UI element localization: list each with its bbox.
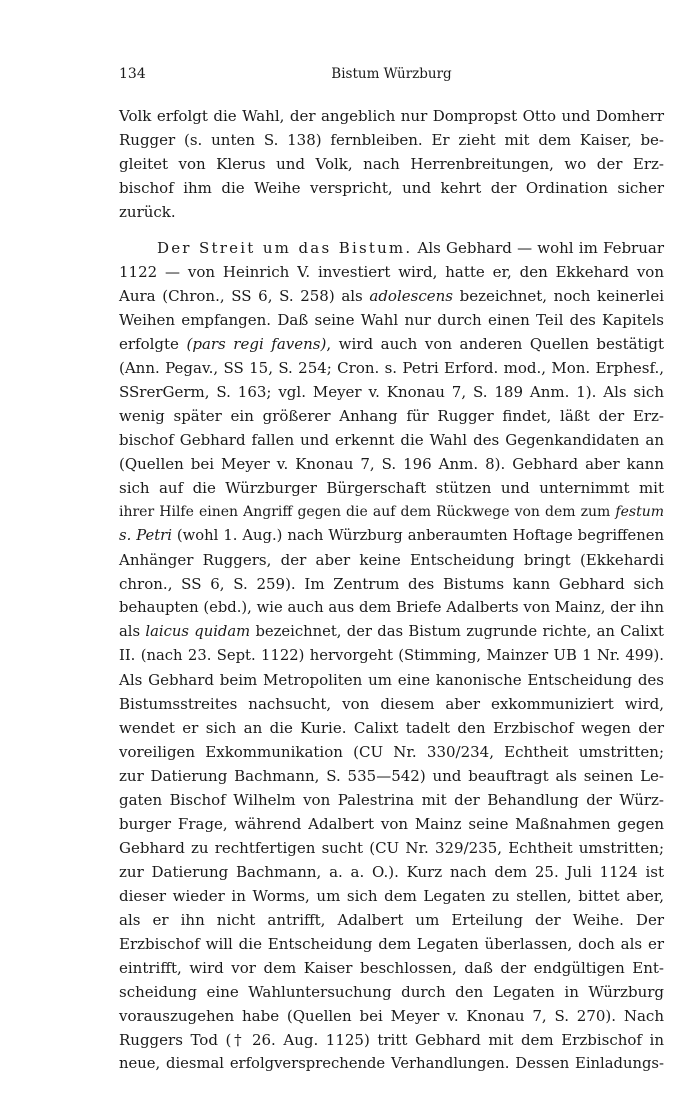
text-line: zur Datierung Bachmann, a. a. O.). Kurz nach dem 25. Juli 1124 ist — [119, 863, 664, 881]
text-line: bischof Gebhard fallen und erkennt die Wahl des Gegenkandidaten an — [119, 431, 664, 449]
text-line: Anhänger Ruggers, der aber keine Entscheidung bringt (Ekkehardi — [119, 551, 664, 569]
text-line — [119, 500, 664, 524]
text-line: Erzbischof will die Entscheidung dem Legaten überlassen, doch als er — [119, 935, 664, 953]
text-run: ihrer Hilfe einen Angriff gegen die auf dem Rückwege von dem zum — [119, 504, 616, 520]
text-line: Gebhard zu rechtfertigen sucht (CU Nr. 329/235, Echtheit umstritten; — [119, 839, 664, 857]
text-line: zur Datierung Bachmann, S. 535—542) und beauftragt als seinen Le- — [119, 767, 664, 785]
text-line: (Quellen bei Meyer v. Knonau 7, S. 196 Anm. 8). Gebhard aber kann — [119, 455, 664, 473]
text-line — [119, 332, 664, 356]
text-run: als — [119, 623, 146, 640]
text-line: SSrerGerm, S. 163; vgl. Meyer v. Knonau 7, S. 189 Anm. 1). Als sich — [119, 383, 664, 401]
italic-term: (pars regi favens) — [186, 335, 327, 353]
text-run: (wohl 1. Aug.) nach Würzburg anberaumten Hoftage begriffenen — [171, 527, 664, 544]
italic-term: adolescens — [369, 287, 453, 305]
text-line: gaten Bischof Wilhelm von Palestrina mit der Behandlung der Würz- — [119, 791, 664, 809]
running-title: Bistum Würzburg — [331, 66, 452, 82]
text-line: voreiligen Exkommunikation (CU Nr. 330/234, Echtheit umstritten; — [119, 743, 664, 761]
text-line: Ruggers Tod († 26. Aug. 1125) tritt Gebhard mit dem Erzbischof in — [119, 1031, 664, 1049]
text-line: eintrifft, wird vor dem Kaiser beschlossen, daß der endgültigen Ent- — [119, 959, 664, 977]
italic-term: laicus quidam — [145, 623, 251, 640]
text-line — [157, 236, 664, 260]
text-line: Volk erfolgt die Wahl, der angeblich nur Dompropst Otto und Domherr — [119, 107, 664, 125]
text-run: bezeichnet, der das Bistum zugrunde richte, an Calixt — [250, 623, 664, 640]
page-number: 134 — [119, 66, 146, 82]
text-line: 1122 — von Heinrich V. investiert wird, hatte er, den Ekkehard von — [119, 263, 664, 281]
text-line — [119, 620, 664, 644]
text-line: wenig später ein größerer Anhang für Rugger findet, läßt der Erz- — [119, 407, 664, 425]
section-heading: Der Streit um das Bistum. — [157, 239, 413, 257]
text-run: Als Gebhard — wohl im Februar — [412, 239, 664, 257]
text-line: Rugger (s. unten S. 138) fernbleiben. Er zieht mit dem Kaiser, be- — [119, 131, 664, 149]
text-line — [119, 524, 664, 548]
text-line: sich auf die Würzburger Bürgerschaft stützen und unternimmt mit — [119, 479, 664, 497]
text-line: zurück. — [119, 203, 176, 221]
text-line: neue, diesmal erfolgversprechende Verhandlungen. Dessen Einladungs- — [119, 1055, 664, 1072]
text-line: scheidung eine Wahluntersuchung durch den Legaten in Würzburg — [119, 983, 664, 1001]
text-line: gleitet von Klerus und Volk, nach Herrenbreitungen, wo der Erz- — [119, 155, 664, 173]
text-run: bezeichnet, noch keinerlei — [452, 287, 665, 305]
text-run: Aura (Chron., SS 6, S. 258) als — [119, 287, 370, 305]
text-line: II. (nach 23. Sept. 1122) hervorgeht (Stimming, Mainzer UB 1 Nr. 499). — [119, 647, 664, 664]
text-run: , wird auch von anderen Quellen bestätigt — [326, 335, 665, 353]
text-line: Bistumsstreites nachsucht, von diesem aber exkommuniziert wird, — [119, 695, 664, 713]
text-line: chron., SS 6, S. 259). Im Zentrum des Bistums kann Gebhard sich — [119, 575, 664, 593]
text-line — [119, 284, 664, 308]
text-line: burger Frage, während Adalbert von Mainz seine Maßnahmen gegen — [119, 815, 664, 833]
text-line: behaupten (ebd.), wie auch aus dem Briefe Adalberts von Mainz, der ihn — [119, 599, 664, 616]
running-head — [119, 66, 664, 86]
text-line: bischof ihm die Weihe verspricht, und kehrt der Ordination sicher — [119, 179, 664, 197]
text-line: als er ihn nicht antrifft, Adalbert um Erteilung der Weihe. Der — [119, 911, 664, 929]
text-line: dieser wieder in Worms, um sich dem Legaten zu stellen, bittet aber, — [119, 887, 664, 905]
text-line: vorauszugehen habe (Quellen bei Meyer v. Knonau 7, S. 270). Nach — [119, 1007, 664, 1025]
text-line: wendet er sich an die Kurie. Calixt tadelt den Erzbischof wegen der — [119, 719, 664, 737]
text-line: (Ann. Pegav., SS 15, S. 254; Cron. s. Petri Erford. mod., Mon. Erphesf., — [119, 359, 664, 377]
text-line: Als Gebhard beim Metropoliten um eine kanonische Entscheidung des — [119, 671, 664, 689]
text-line: Weihen empfangen. Daß seine Wahl nur durch einen Teil des Kapitels — [119, 311, 664, 329]
text-run: erfolgte — [119, 335, 187, 353]
italic-term: s. Petri — [119, 527, 172, 544]
italic-term: festum — [615, 504, 664, 520]
